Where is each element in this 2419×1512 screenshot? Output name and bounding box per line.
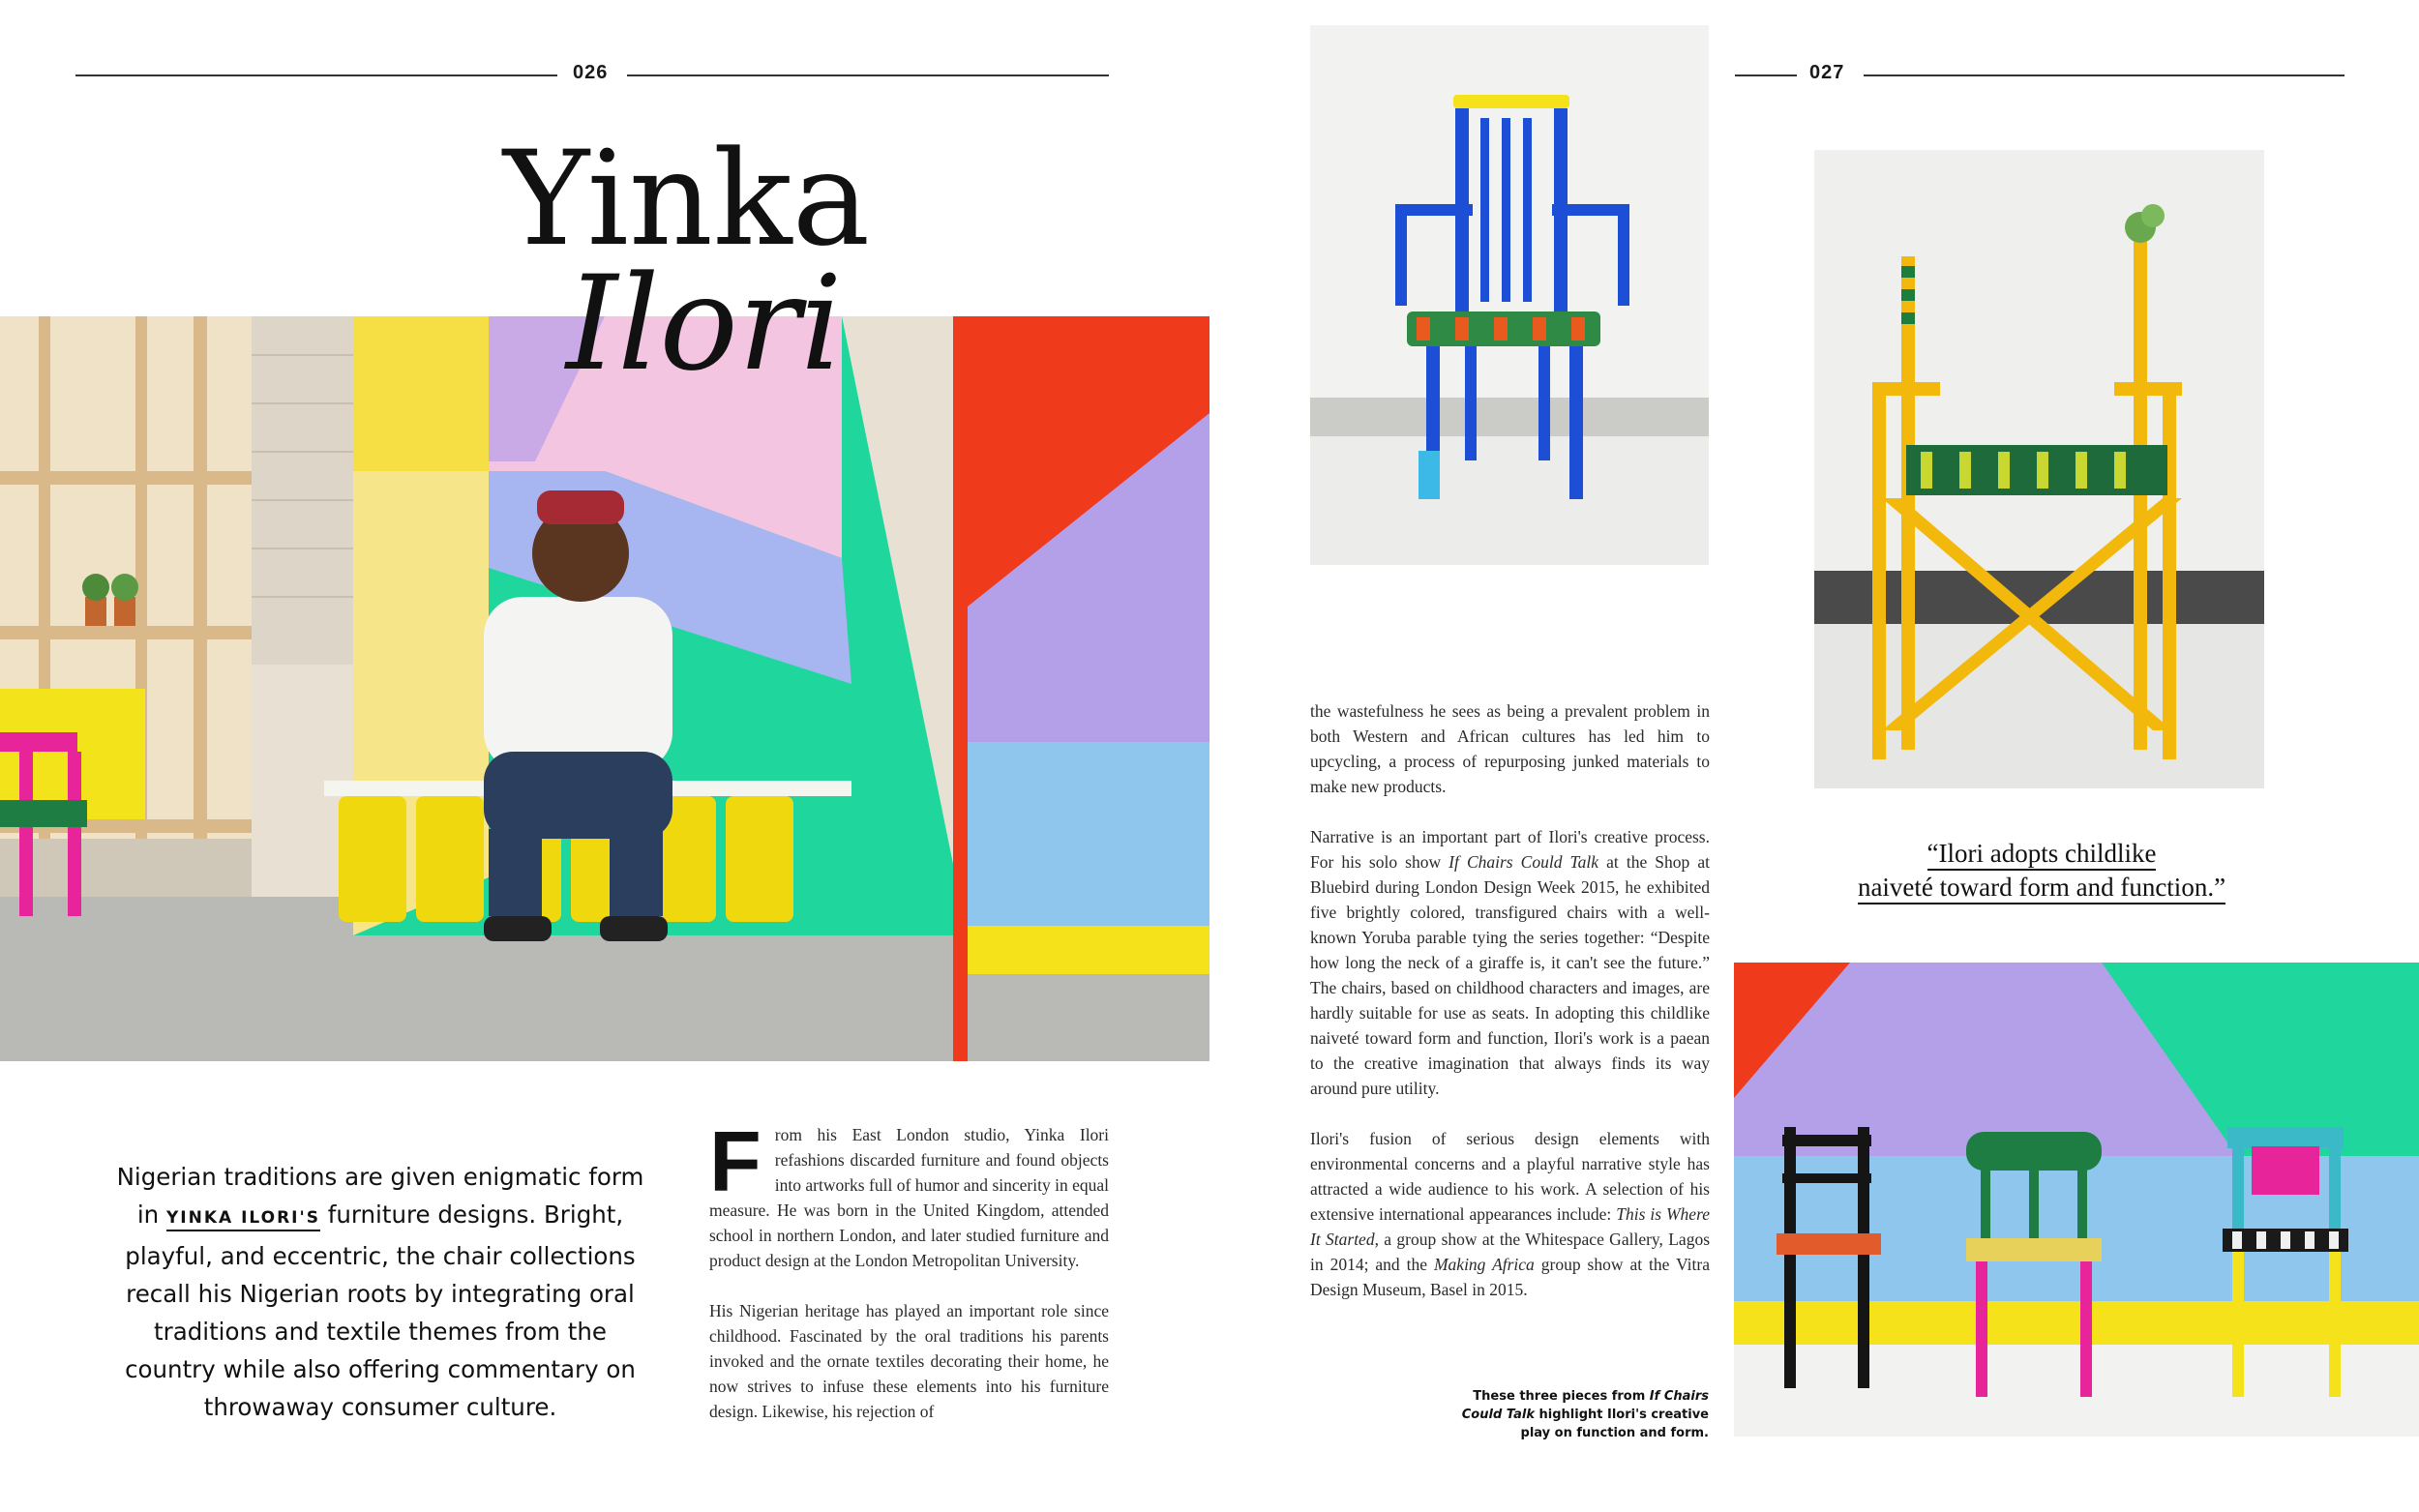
pull-quote [1809,837,2274,904]
left-header-rule-a [75,74,557,76]
right-header-rule-a [1735,74,1797,76]
left-header-rule-b [627,74,1109,76]
intro-text-before: Nigerian traditions are given enigmatic form in [116,1163,644,1229]
article-column-2 [1310,698,1710,1327]
page-number-right: 027 [1809,62,1845,83]
pull-quote-line-1: “Ilori adopts childlike [1927,839,2157,871]
article-paragraph-5: Ilori's fusion of serious design elements with environmental concerns and a playful narrative style has attracted a wide audience to his work. A selection of his extensive international appearances include: This is Where It Started, a group show at the Whitespace Gallery, Lagos in 2014; and the Making Africa group show at the Vitra Design Museum, Basel in 2015. [1310,1129,1711,1299]
intro-deck [114,1158,646,1426]
intro-name-link[interactable]: YINKA ILORI'S [166,1208,320,1231]
yellow-chair-photo [1814,150,2264,788]
drop-cap: F [709,1113,762,1209]
page-number-left: 026 [573,62,609,83]
article-paragraph-2: His Nigerian heritage has played an important role since childhood. Fascinated by the oral traditions his parents invoked and the ornate textiles decorating their home, he now strives to infuse these elements into his furniture design. Likewise, his rejection of [709,1301,1109,1421]
article-paragraph-3: the wastefulness he sees as being a prevalent problem in both Western and African cultures has led him to upcycling, a process of repurposing junked materials to make new products. [1310,701,1710,796]
article-column-1 [709,1113,1109,1449]
pull-quote-line-2: naiveté toward form and function.” [1858,873,2225,904]
article-paragraph-1: From his East London studio, Yinka Ilori refashions discarded furniture and found objects into artworks full of humor and sincerity in equal measure. He was born in the United Kingdom, attended school in northern London, and later studied furniture and product design at the London Metropolitan University. [709,1113,1109,1270]
three-chairs-photo [1734,963,2419,1437]
portrait-photo [0,316,1210,1061]
photo-caption: These three pieces from If Chairs Could Talk highlight Ilori's creative play on function and form. [1461,1389,1709,1440]
three-chairs-illustration [1734,963,2419,1437]
portrait-illustration [0,316,1210,1061]
yellow-chair-illustration [1814,150,2264,788]
blue-chair-illustration [1310,25,1709,565]
article-title-first: Yinka [503,123,871,275]
article-title-last: Ilori [566,248,843,400]
blue-chair-photo [1310,25,1709,565]
intro-text-after: furniture designs. Bright, playful, and eccentric, the chair collections recall his Nigerian roots by integrating oral traditions and textile themes from the country while also offering commentary on throwaway consumer culture. [125,1201,636,1421]
right-header-rule-b [1864,74,2344,76]
article-paragraph-4: Narrative is an important part of Ilori's creative process. For his solo show If Chairs Could Talk at the Shop at Bluebird during London Design Week 2015, he exhibited five brightly colored, transfigured chairs with a well-known Yoruba parable tying the series together: “Despite how long the neck of a giraffe is, it can't see the future.” The chairs, based on childhood characters and images, are hardly suitable for use as seats. In adopting this childlike naiveté toward form and function, Ilori's work is a paean to the creative imagination that always finds its way around pure utility. [1310,827,1710,1098]
